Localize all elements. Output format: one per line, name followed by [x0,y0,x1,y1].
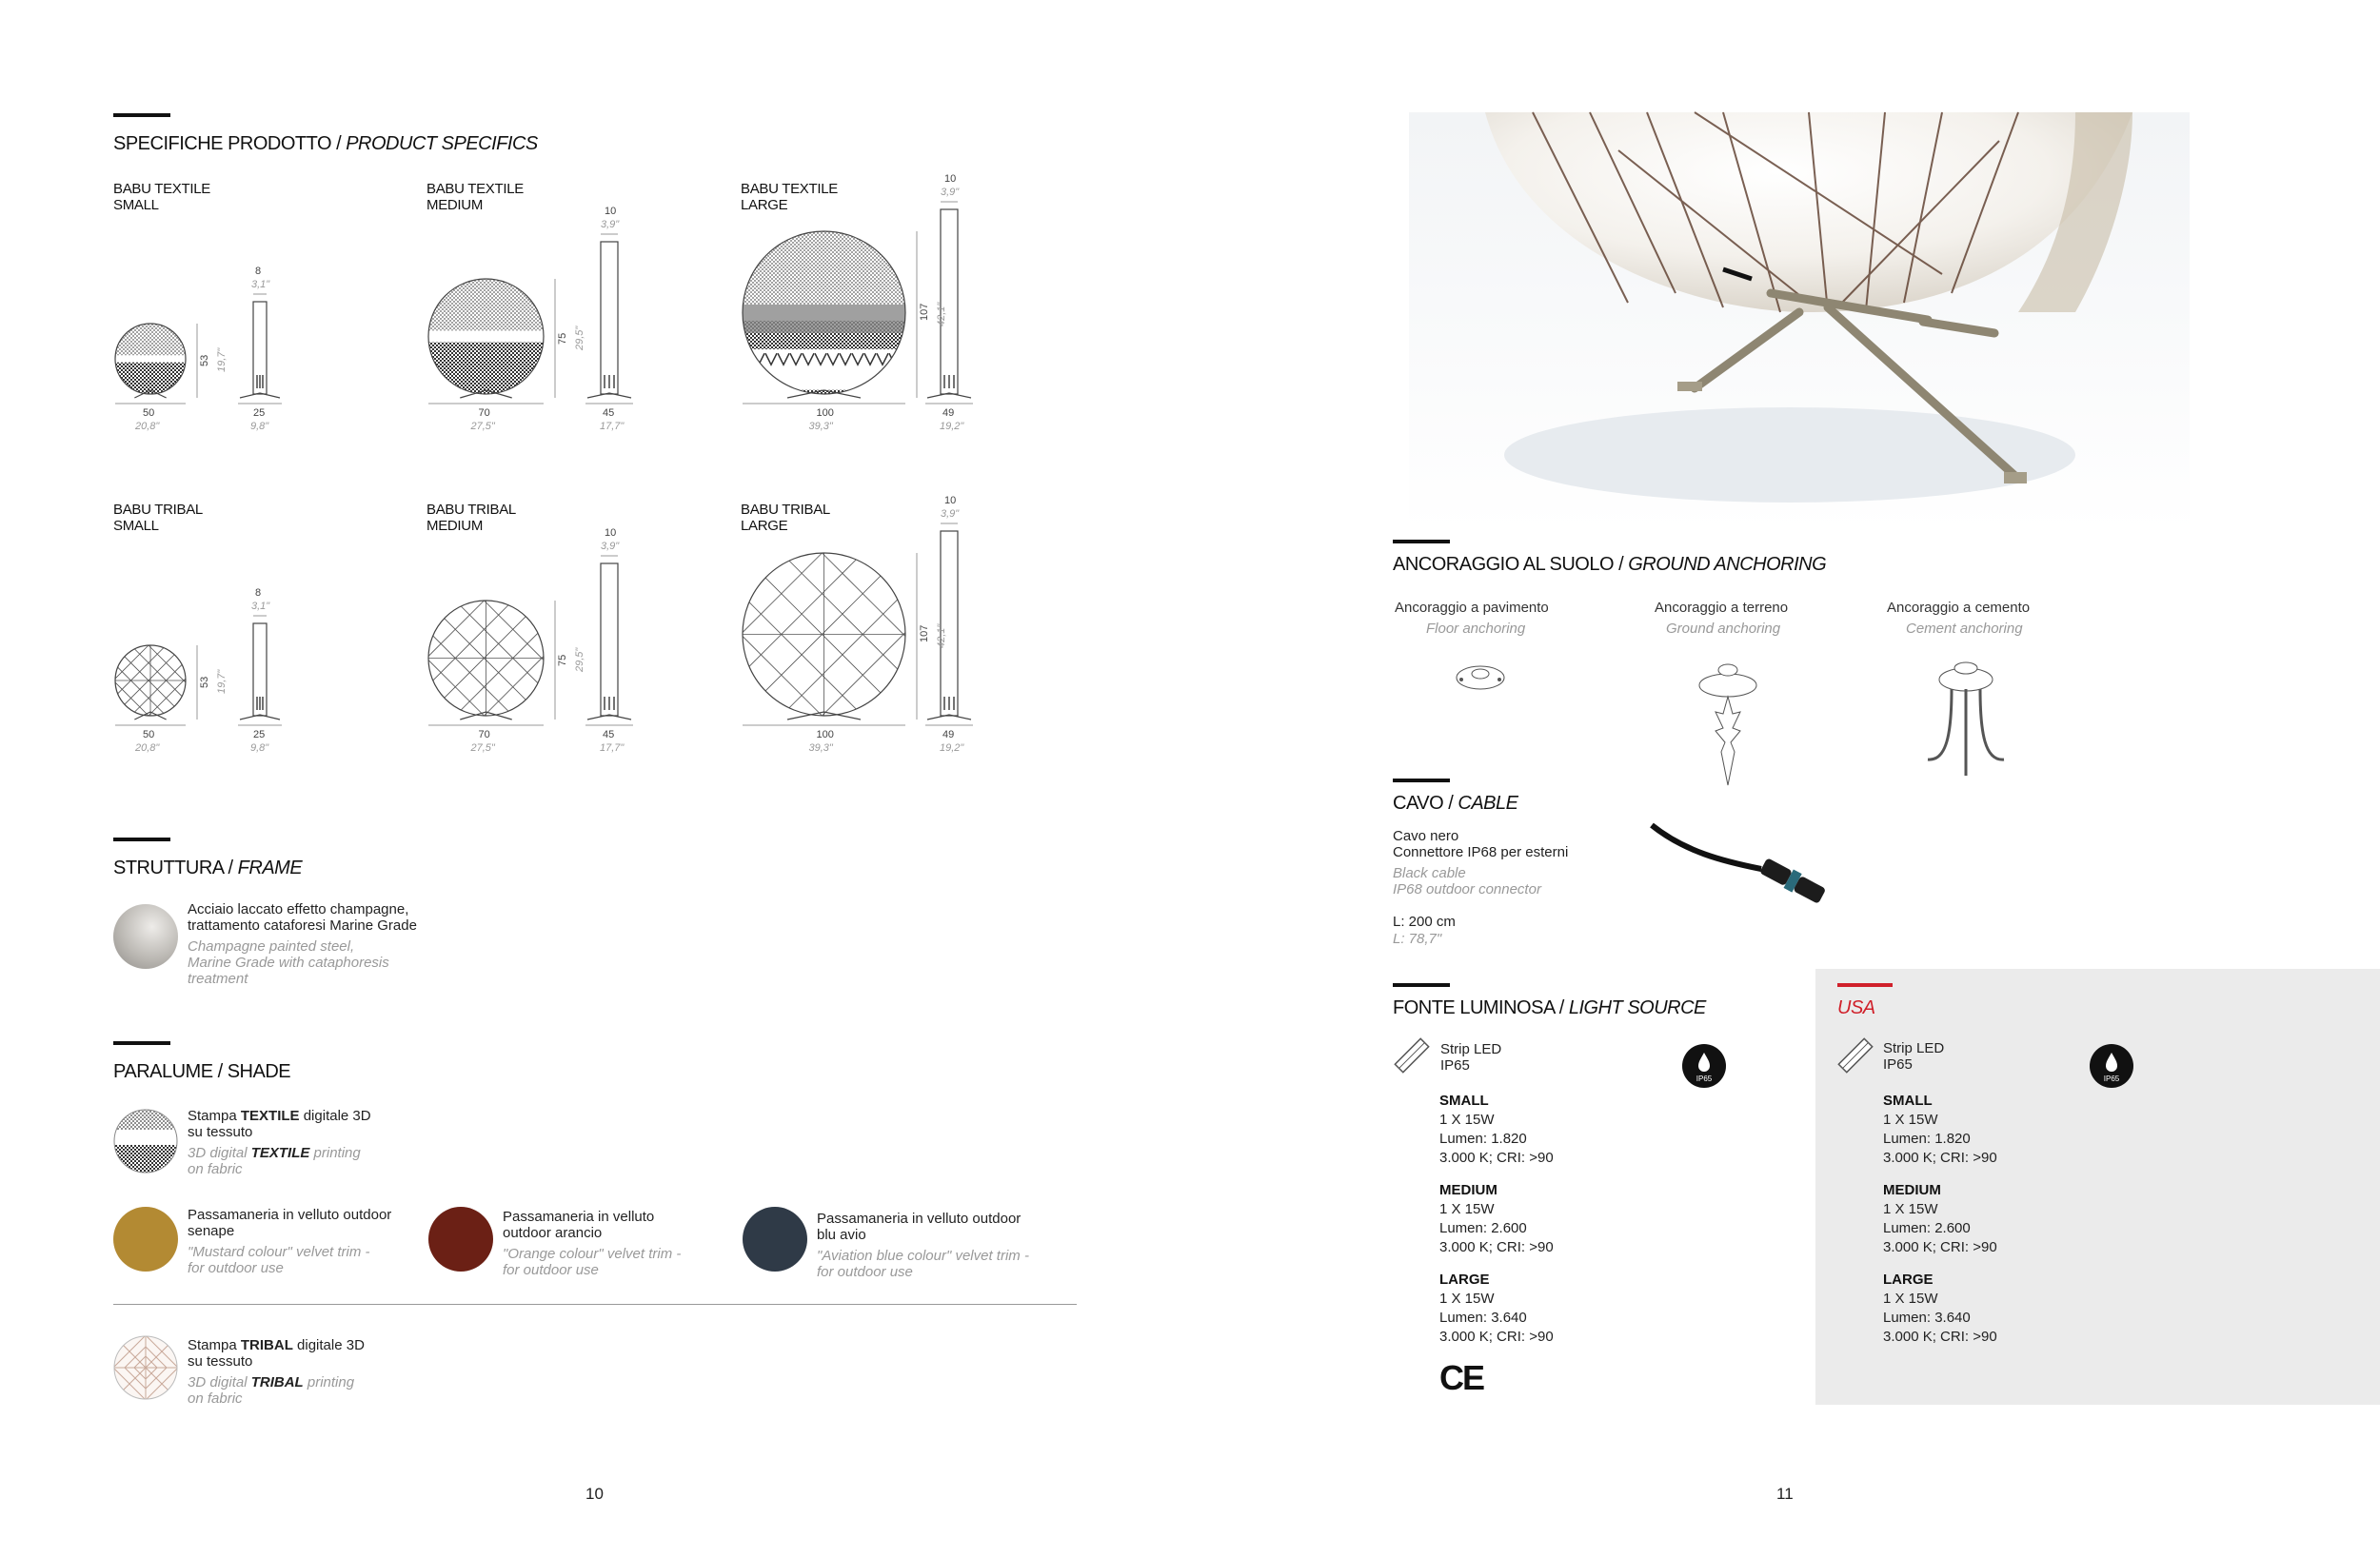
anchor-floor-label-en: Floor anchoring [1426,621,1526,637]
dimension-label: 25 [253,407,266,419]
ip65-icon [2089,1043,2134,1089]
dimension-label: 29,5" [574,325,585,350]
dimension-label: 19,2" [940,421,964,432]
dimension-label: 75 [557,332,568,345]
dimension-label: 29,5" [574,647,585,672]
mustard-trim-text: Passamaneria in velluto outdoor senape [188,1207,392,1239]
anchor-ground-label: Ancoraggio a terreno [1655,600,1789,616]
dimension-label: 9,8" [250,421,269,432]
light-size-block [1883,1181,1997,1257]
light-size-name: SMALL [1439,1093,1489,1109]
usa-title: USA [1837,997,1875,1018]
ip65-label: IP65 [1696,1075,1713,1083]
dimension-label: 17,7" [600,742,625,754]
divider [113,1304,1077,1305]
section-rule [1393,779,1450,782]
frame-title: STRUTTURA / FRAME [113,858,303,878]
frame-swatch [113,904,178,969]
dimension-label: 9,8" [250,742,269,754]
tribal-text: Stampa TRIBAL digitale 3D su tessuto [188,1337,365,1370]
light-size-block [1439,1181,1554,1257]
ip65-icon [1681,1043,1727,1089]
dimension-label: 42,1" [936,623,947,648]
dimension-label: 27,5" [470,742,495,754]
product-drawing [113,501,427,767]
dimension-label: 20,8" [135,421,160,432]
dimension-label: 19,7" [216,669,228,694]
light-size-name: SMALL [1883,1093,1933,1109]
dimension-label: 3,1" [251,279,270,290]
section-rule [113,113,170,117]
anchor-floor-label: Ancoraggio a pavimento [1395,600,1549,616]
dimension-label: 39,3" [808,421,833,432]
product-name: BABU TRIBAL LARGE [741,502,830,534]
blue-trim-swatch [743,1207,807,1272]
dimension-label: 8 [255,587,262,599]
dimension-label: 45 [603,407,615,419]
led-strip-text: Strip LED IP65 [1440,1041,1502,1074]
frame-text: Acciaio laccato effetto champagne, trattamento cataforesi Marine Grade [188,901,417,934]
mustard-trim-swatch [113,1207,178,1272]
dimension-label: 3,1" [251,601,270,612]
mustard-trim-text-en: "Mustard colour" velvet trim - for outdoor use [188,1244,370,1276]
dimension-label: 45 [603,729,615,740]
dimension-label: 53 [199,354,210,366]
dimension-label: 75 [557,654,568,666]
section-rule [113,838,170,841]
dimension-label: 49 [942,407,955,419]
usa-rule [1837,983,1893,987]
light-title: FONTE LUMINOSA / LIGHT SOURCE [1393,997,1706,1018]
dimension-label: 10 [944,495,957,506]
anchor-cement-label-en: Cement anchoring [1906,621,2023,637]
dimension-label: 27,5" [470,421,495,432]
light-size-block [1439,1092,1554,1168]
led-strip-icon [1392,1035,1432,1075]
led-strip-icon [1835,1035,1875,1075]
dimension-label: 3,9" [601,219,620,230]
dimension-label: 70 [478,407,490,419]
orange-trim-text: Passamaneria in velluto outdoor arancio [503,1209,655,1241]
light-size-name: MEDIUM [1883,1182,1941,1198]
dimension-label: 8 [255,266,262,277]
tribal-swatch [113,1335,178,1400]
cable-text-en: Black cable IP68 outdoor connector [1393,865,1541,897]
cable-text: Cavo nero Connettore IP68 per esterni [1393,828,1569,860]
cement-anchor-icon [1923,657,2009,780]
textile-text: Stampa TEXTILE digitale 3D su tessuto [188,1108,371,1140]
textile-swatch [113,1109,178,1173]
page-number-right: 11 [1776,1485,1794,1503]
light-size-block [1883,1092,1997,1168]
blue-trim-text-en: "Aviation blue colour" velvet trim - for outdoor use [817,1248,1029,1280]
cable-photo [1647,814,1847,918]
cable-title: CAVO / CABLE [1393,793,1518,814]
dimension-label: 53 [199,676,210,688]
dimension-label: 50 [143,407,155,419]
product-name: BABU TRIBAL MEDIUM [426,502,516,534]
lamp-shade [741,231,913,483]
usa-led-strip-text: Strip LED IP65 [1883,1040,1945,1073]
orange-trim-text-en: "Orange colour" velvet trim - for outdoor use [503,1246,682,1278]
section-rule [113,1041,170,1045]
dimension-label: 70 [478,729,490,740]
product-name: BABU TEXTILE MEDIUM [426,181,524,213]
floor-anchor-icon [1452,657,1509,695]
product-drawing [741,501,1055,767]
anchor-cement-label: Ancoraggio a cemento [1887,600,2031,616]
product-drawing [741,179,1055,445]
orange-trim-swatch [428,1207,493,1272]
cable-length-en: L: 78,7" [1393,931,1442,947]
product-name: BABU TEXTILE LARGE [741,181,838,213]
light-size-block [1883,1271,1997,1347]
specs-title: SPECIFICHE PRODOTTO / PRODUCT SPECIFICS [113,133,538,154]
dimension-label: 39,3" [808,742,833,754]
light-size-name: MEDIUM [1439,1182,1497,1198]
light-size-name: LARGE [1439,1272,1490,1288]
anchor-ground-label-en: Ground anchoring [1666,621,1781,637]
ground-anchor-icon [1695,657,1761,790]
cable-length: L: 200 cm [1393,914,1456,930]
dimension-label: 3,9" [941,187,960,198]
dimension-label: 19,2" [940,742,964,754]
shade-title: PARALUME / SHADE [113,1061,291,1082]
dimension-label: 42,1" [936,302,947,326]
dimension-label: 25 [253,729,266,740]
light-size-specs: 1 X 15W Lumen: 3.640 3.000 K; CRI: >90 [1883,1291,1997,1345]
light-size-specs: 1 X 15W Lumen: 2.600 3.000 K; CRI: >90 [1883,1201,1997,1255]
dimension-label: 107 [919,303,930,321]
light-size-specs: 1 X 15W Lumen: 1.820 3.000 K; CRI: >90 [1439,1112,1554,1166]
ip65-label: IP65 [2103,1075,2120,1083]
ce-mark: CE [1439,1358,1484,1397]
light-size-block [1439,1271,1554,1347]
dimension-label: 50 [143,729,155,740]
dimension-label: 10 [944,173,957,185]
section-rule [1393,983,1450,987]
light-size-name: LARGE [1883,1272,1934,1288]
dimension-label: 3,9" [941,508,960,520]
lamp-photo [1409,112,2190,531]
dimension-label: 100 [816,729,834,740]
dimension-label: 100 [816,407,834,419]
light-size-specs: 1 X 15W Lumen: 3.640 3.000 K; CRI: >90 [1439,1291,1554,1345]
light-size-specs: 1 X 15W Lumen: 2.600 3.000 K; CRI: >90 [1439,1201,1554,1255]
tribal-text-en: 3D digital TRIBAL printing on fabric [188,1374,355,1407]
section-rule [1393,540,1450,543]
product-name: BABU TEXTILE SMALL [113,181,210,213]
dimension-label: 10 [605,206,617,217]
dimension-label: 17,7" [600,421,625,432]
dimension-label: 10 [605,527,617,539]
dimension-label: 3,9" [601,541,620,552]
page-number-left: 10 [585,1485,604,1503]
frame-text-en: Champagne painted steel, Marine Grade with cataphoresis treatment [188,938,389,987]
product-drawing [113,179,427,445]
dimension-label: 49 [942,729,955,740]
dimension-label: 107 [919,624,930,642]
textile-text-en: 3D digital TEXTILE printing on fabric [188,1145,361,1177]
dimension-label: 20,8" [135,742,160,754]
product-name: BABU TRIBAL SMALL [113,502,203,534]
blue-trim-text: Passamaneria in velluto outdoor blu avio [817,1211,1021,1243]
product-drawing [426,501,741,767]
anchoring-title: ANCORAGGIO AL SUOLO / GROUND ANCHORING [1393,554,1827,575]
light-size-specs: 1 X 15W Lumen: 1.820 3.000 K; CRI: >90 [1883,1112,1997,1166]
dimension-label: 19,7" [216,347,228,372]
lamp-shade [43,645,325,716]
product-drawing [426,179,741,445]
